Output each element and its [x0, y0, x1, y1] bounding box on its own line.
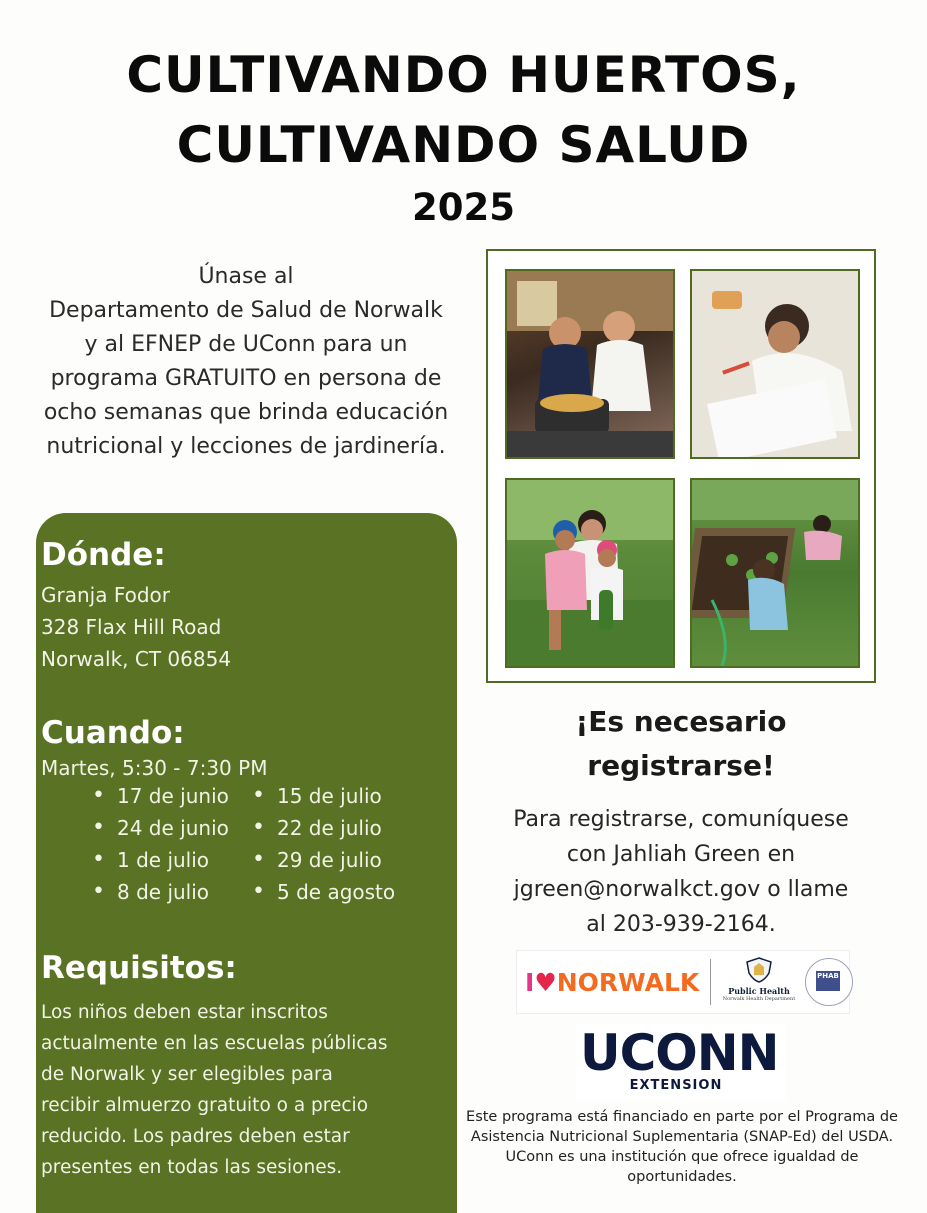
when-heading: Cuando: [41, 715, 185, 751]
intro-line: programa GRATUITO en persona de [50, 366, 442, 391]
intro-line: nutricional y lecciones de jardinería. [46, 434, 446, 459]
intro-line: y al EFNEP de UConn para un [84, 332, 408, 357]
logo-divider [710, 959, 711, 1005]
registration-heading-line: ¡Es necesario [575, 705, 787, 738]
registration-heading [486, 700, 876, 788]
uconn-wordmark: UCONN [580, 1024, 779, 1082]
requirements-heading: Requisitos: [41, 950, 237, 986]
photo-collage [486, 249, 876, 683]
funding-line: Este programa está financiado en parte por el Programa de [466, 1109, 898, 1125]
partner-logos [516, 950, 850, 1014]
date-item: • 1 de julio [117, 848, 209, 872]
where-line: Granja Fodor [41, 583, 171, 607]
date-item: • 8 de julio [117, 880, 209, 904]
intro-line: ocho semanas que brinda educación [43, 400, 449, 425]
heart-icon: ♥ [534, 968, 557, 997]
phab-label: PHAB [816, 971, 840, 991]
date-item: • 5 de agosto [277, 880, 395, 904]
requirement-line: reducido. Los padres deben estar [41, 1126, 350, 1147]
phab-accreditation-seal [805, 958, 853, 1006]
date-item: • 17 de junio [117, 784, 229, 808]
requirement-line: presentes en todas las sesiones. [41, 1157, 343, 1178]
where-heading: Dónde: [41, 537, 166, 573]
funding-disclaimer [457, 1107, 907, 1187]
public-health-logo [719, 957, 799, 1002]
photo-cooking [505, 269, 675, 459]
uconn-extension-logo [576, 1024, 786, 1100]
requirement-line: de Norwalk y ser elegibles para [41, 1064, 333, 1085]
i-love-norwalk-logo: I♥NORWALK [525, 968, 700, 997]
registration-phone-line[interactable]: al 203-939-2164. [586, 912, 776, 937]
registration-heading-line: registrarse! [587, 749, 775, 782]
intro-line: Departamento de Salud de Norwalk [49, 298, 443, 323]
title-line-2: CULTIVANDO SALUD [176, 116, 751, 174]
public-health-title: Public Health [728, 986, 790, 996]
title-line-1: CULTIVANDO HUERTOS, [126, 46, 801, 104]
uconn-extension-label: EXTENSION [629, 1078, 723, 1093]
funding-line: UConn es una institución que ofrece igualdad de [505, 1149, 859, 1165]
registration-line: Para registrarse, comuníquese [513, 807, 849, 832]
where-line: Norwalk, CT 06854 [41, 647, 232, 671]
norwalk-logo-text: NORWALK [556, 968, 700, 997]
year: 2025 [412, 186, 515, 229]
date-item: • 15 de julio [277, 784, 382, 808]
where-line: 328 Flax Hill Road [41, 615, 222, 639]
date-item: • 22 de julio [277, 816, 382, 840]
funding-line: Asistencia Nutricional Suplementaria (SNAP-Ed) del USDA. [470, 1129, 894, 1145]
shield-icon [745, 957, 773, 983]
photo-family [505, 478, 675, 668]
requirement-line: actualmente en las escuelas públicas [41, 1033, 388, 1054]
registration-contact [486, 802, 876, 942]
registration-email-line[interactable]: jgreen@norwalkct.gov o llame [513, 877, 849, 902]
photo-garden-beds [690, 478, 860, 668]
date-item: • 29 de julio [277, 848, 382, 872]
intro-paragraph [26, 260, 466, 464]
registration-line: con Jahliah Green en [566, 842, 796, 867]
requirement-line: recibir almuerzo gratuito o a precio [41, 1095, 369, 1116]
funding-line: oportunidades. [627, 1169, 737, 1185]
date-item: • 24 de junio [117, 816, 229, 840]
intro-line: Únase al [198, 264, 294, 289]
public-health-subtitle: Norwalk Health Department [722, 996, 796, 1002]
when-schedule: Martes, 5:30 - 7:30 PM [41, 756, 268, 780]
requirement-line: Los niños deben estar inscritos [41, 1002, 328, 1023]
photo-drawing [690, 269, 860, 459]
